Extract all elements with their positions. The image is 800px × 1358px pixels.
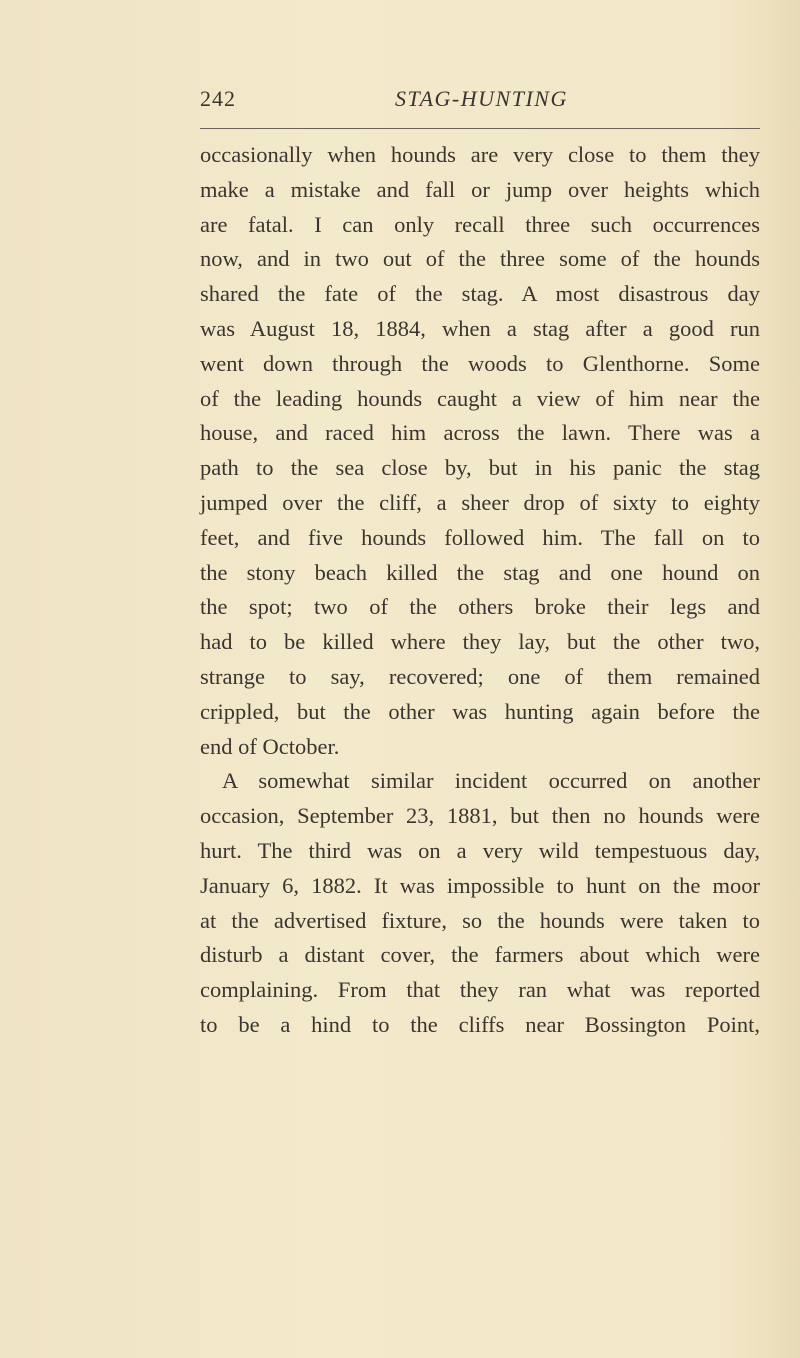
text-line: complaining. From that they ran what was reported xyxy=(200,977,760,1003)
text-line: jumped over the cliff, a sheer drop of sixty to eighty xyxy=(200,489,760,515)
text-line: strange to say, recovered; one of them remained xyxy=(200,663,760,689)
text-line: make a mistake and fall or jump over heights which xyxy=(200,176,760,202)
text-line: of the leading hounds caught a view of him near the xyxy=(200,385,760,411)
page-header xyxy=(200,86,760,126)
body-text xyxy=(200,138,760,1043)
text-line: A somewhat similar incident occurred on another xyxy=(222,768,760,794)
header-rule xyxy=(200,128,760,129)
text-line: shared the fate of the stag. A most disastrous day xyxy=(200,281,760,307)
text-line: now, and in two out of the three some of the hounds xyxy=(200,246,760,272)
running-head: STAG-HUNTING xyxy=(395,86,568,111)
text-line: had to be killed where they lay, but the other two, xyxy=(200,629,760,655)
text-line: was August 18, 1884, when a stag after a good run xyxy=(200,315,760,341)
text-line: house, and raced him across the lawn. There was a xyxy=(200,420,760,446)
text-line: at the advertised fixture, so the hounds were taken to xyxy=(200,907,760,933)
text-line: are fatal. I can only recall three such occurrences xyxy=(200,211,760,237)
text-line: end of October. xyxy=(200,733,340,759)
page-number: 242 xyxy=(200,86,236,111)
text-line: path to the sea close by, but in his panic the stag xyxy=(200,455,760,481)
text-line: January 6, 1882. It was impossible to hunt on the moor xyxy=(200,872,760,898)
text-line: hurt. The third was on a very wild tempestuous day, xyxy=(200,837,760,863)
text-line: feet, and five hounds followed him. The fall on to xyxy=(200,524,760,550)
text-line: went down through the woods to Glenthorne. Some xyxy=(200,350,760,376)
text-line: crippled, but the other was hunting again before the xyxy=(200,698,760,724)
text-line: to be a hind to the cliffs near Bossington Point, xyxy=(200,1011,760,1037)
text-line: the stony beach killed the stag and one hound on xyxy=(200,559,760,585)
text-line: occasion, September 23, 1881, but then no hounds were xyxy=(200,803,760,829)
text-line: occasionally when hounds are very close to them they xyxy=(200,142,760,167)
text-line: disturb a distant cover, the farmers about which were xyxy=(200,942,760,968)
text-line: the spot; two of the others broke their legs and xyxy=(200,594,760,620)
